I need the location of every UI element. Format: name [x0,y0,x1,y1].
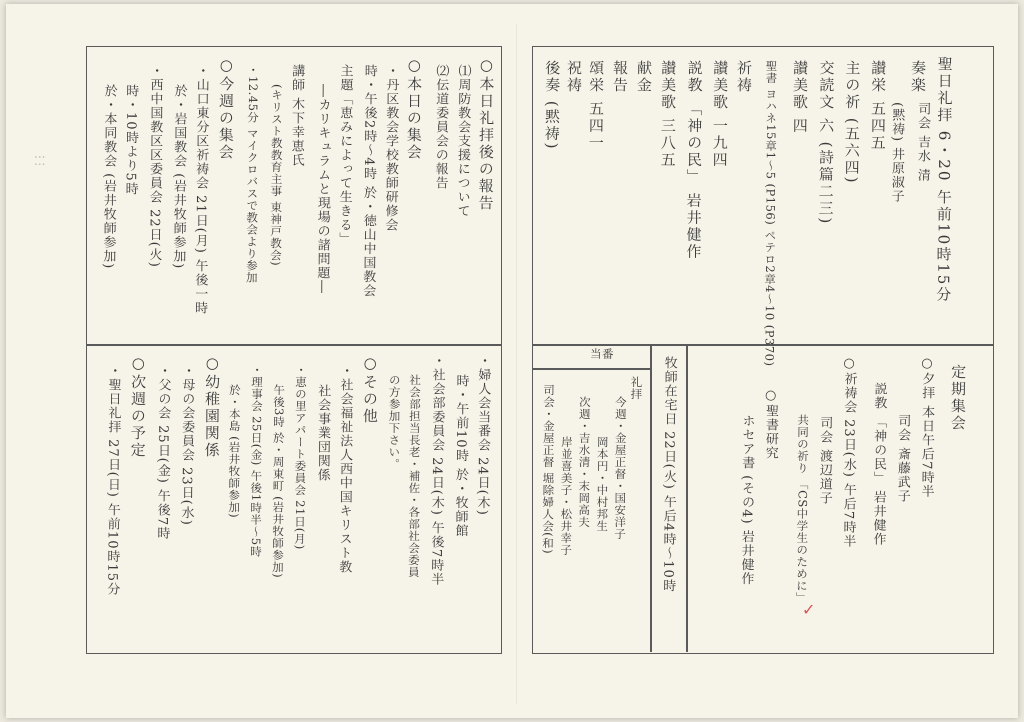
evening-sermon: 説教 「神の民」 岩井健作 [870,381,887,547]
next-title: ○次週の予定 [128,353,148,460]
week-item: 於・岩国教会 (岩井牧師参加) [170,83,187,270]
today-title: ○本日の集会 [404,55,424,162]
today-item: 時・午後2時〜4時 於・徳山中国教会 [360,63,377,298]
evening-service: ○夕拝 本日午后7時半 [918,355,935,499]
today-item: 主題「恵みによって生きる」 [336,63,353,247]
pastor-home-day: 牧師在宅日 22日(火) 午后4時〜10時 [660,355,677,593]
other-item: 於・本島 (岩井牧師参加) [227,383,242,519]
worship-title: 聖日礼拝 6・20 午前10時15分 [934,55,954,304]
week-item: ・婦人会当番会 24日(木) [474,353,491,516]
report-item: ⑵伝道委員会の報告 [432,63,449,191]
today-item: ―カリキュラムと現場の諸問題― [314,83,331,295]
order-item: 讃美歌 一九四 [710,59,730,169]
fold-crease [516,24,517,704]
duty-next-week: 次週・吉水清・末岡高夫 [577,395,592,529]
kinder-item: ・父の会 25日(金) 午後7時 [154,363,171,541]
other-item: ・社会福祉法人西中国キリスト教 [336,363,353,575]
next-item: ・聖日礼拝 27日(日) 午前10時15分 [104,363,121,597]
officiant: 司会 吉水 清 [914,101,931,183]
order-item: 奏楽 [908,59,928,95]
order-item: 頌栄 五四一 [586,59,606,152]
order-item: 交読文 六 (詩篇二三) [816,59,836,226]
order-item: 聖書 ヨハネ15章1〜5 (P156) ペテロ2章4〜10 (P370) [762,59,779,367]
week-item: 時・10時より5時 [122,83,139,196]
duty-this-week-2: 岡本円・中村邦生 [595,435,610,533]
duty-next-week-2: 岸並喜美子・松井幸子 [559,435,574,557]
pastor-divider [686,344,688,652]
other-title: ○その他 [360,353,380,426]
prayer-meeting: ○祈祷会 23日(水) 午后7時半 [840,355,857,549]
kinder-item: ・母の会委員会 23日(水) [178,363,195,526]
report-item: ⑴周防教会支援について [454,63,471,219]
week-item: ・社会部委員会 24日(木) 午後7時半 [428,353,445,587]
duty-mc: 司会・金屋正督 堀除婦人会(和) [540,383,557,555]
week-item: 時・午前10時 於・牧師館 [452,373,469,538]
week-item: ・西中国教区区委員会 22日(火) [146,63,163,268]
other-item: 社会事業団関係 [314,383,331,483]
prayer-officiant: 司会 渡辺道子 [816,415,833,506]
duty-this-week: 今週・金屋正督・国安洋子 [612,395,629,541]
order-item: 後奏 (黙祷) [542,59,562,151]
order-item: 祝祷 [564,59,584,95]
order-item: 報告 [610,59,630,95]
order-item: 主の祈 (五六四) [842,59,862,185]
bible-study-detail: ホセア書 (その4) 岩井健作 [738,413,755,586]
today-lecturer: 講師 木下幸恵氏 [288,63,305,168]
paper-stain: ⁚⁚⁚ [34,154,46,168]
evening-officiant: 司会 斎藤武子 [894,413,911,504]
week-item: の方参加下さい。 [387,373,402,471]
check-mark: ✓ [802,600,816,619]
order-item: 献金 [634,59,654,95]
duty-divider [650,344,652,652]
order-item: 説教 「神の民」 岩井健作 [684,59,704,261]
week-item: 於・本同教会 (岩井牧師参加) [100,83,117,270]
other-item: ・恵の里アパート委員会 21日(月) [292,363,309,550]
bible-study-title: ○聖書研究 [762,387,779,461]
other-item: 午後3時 於・周東町 (岩井牧師参加) [270,383,287,579]
week-item: ・山口東分区祈祷会 21日(月) 午後一時 [192,63,209,316]
week-title: ○今週の集会 [216,55,236,162]
bulletin-sheet [6,4,1018,718]
prayer-common: 共同の祈り 「CS中学生のために」 [794,413,811,604]
organist: (黙祷) 井原淑子 [888,101,905,204]
order-item: 讃美歌 四 [790,59,810,135]
report-title: ○本日礼拝後の報告 [476,55,496,213]
kinder-title: ○幼稚園関係 [202,353,222,460]
duty-header: 当番 [589,346,615,362]
order-item: 讃栄 五四五 [868,59,888,152]
today-lecturer-role: (キリスト教教育主事 東神戸教会) [268,83,285,267]
today-item: ・丹区教会学校教師研修会 [382,63,399,233]
week-item: 社会部担当長老・補佐・各部社会委員 [406,373,423,579]
today-item: ・12.45分 マイクロバスで教会より参加 [244,63,261,284]
duty-header-line [532,368,650,370]
order-item: 讃美歌 三八五 [658,59,678,169]
other-item: ・理事会 25日(金) 午後1時半〜5時 [248,363,265,558]
regular-title: 定期集会 [948,363,968,433]
order-item: 祈祷 [734,59,754,95]
duty-category: 礼拝 [629,375,644,401]
